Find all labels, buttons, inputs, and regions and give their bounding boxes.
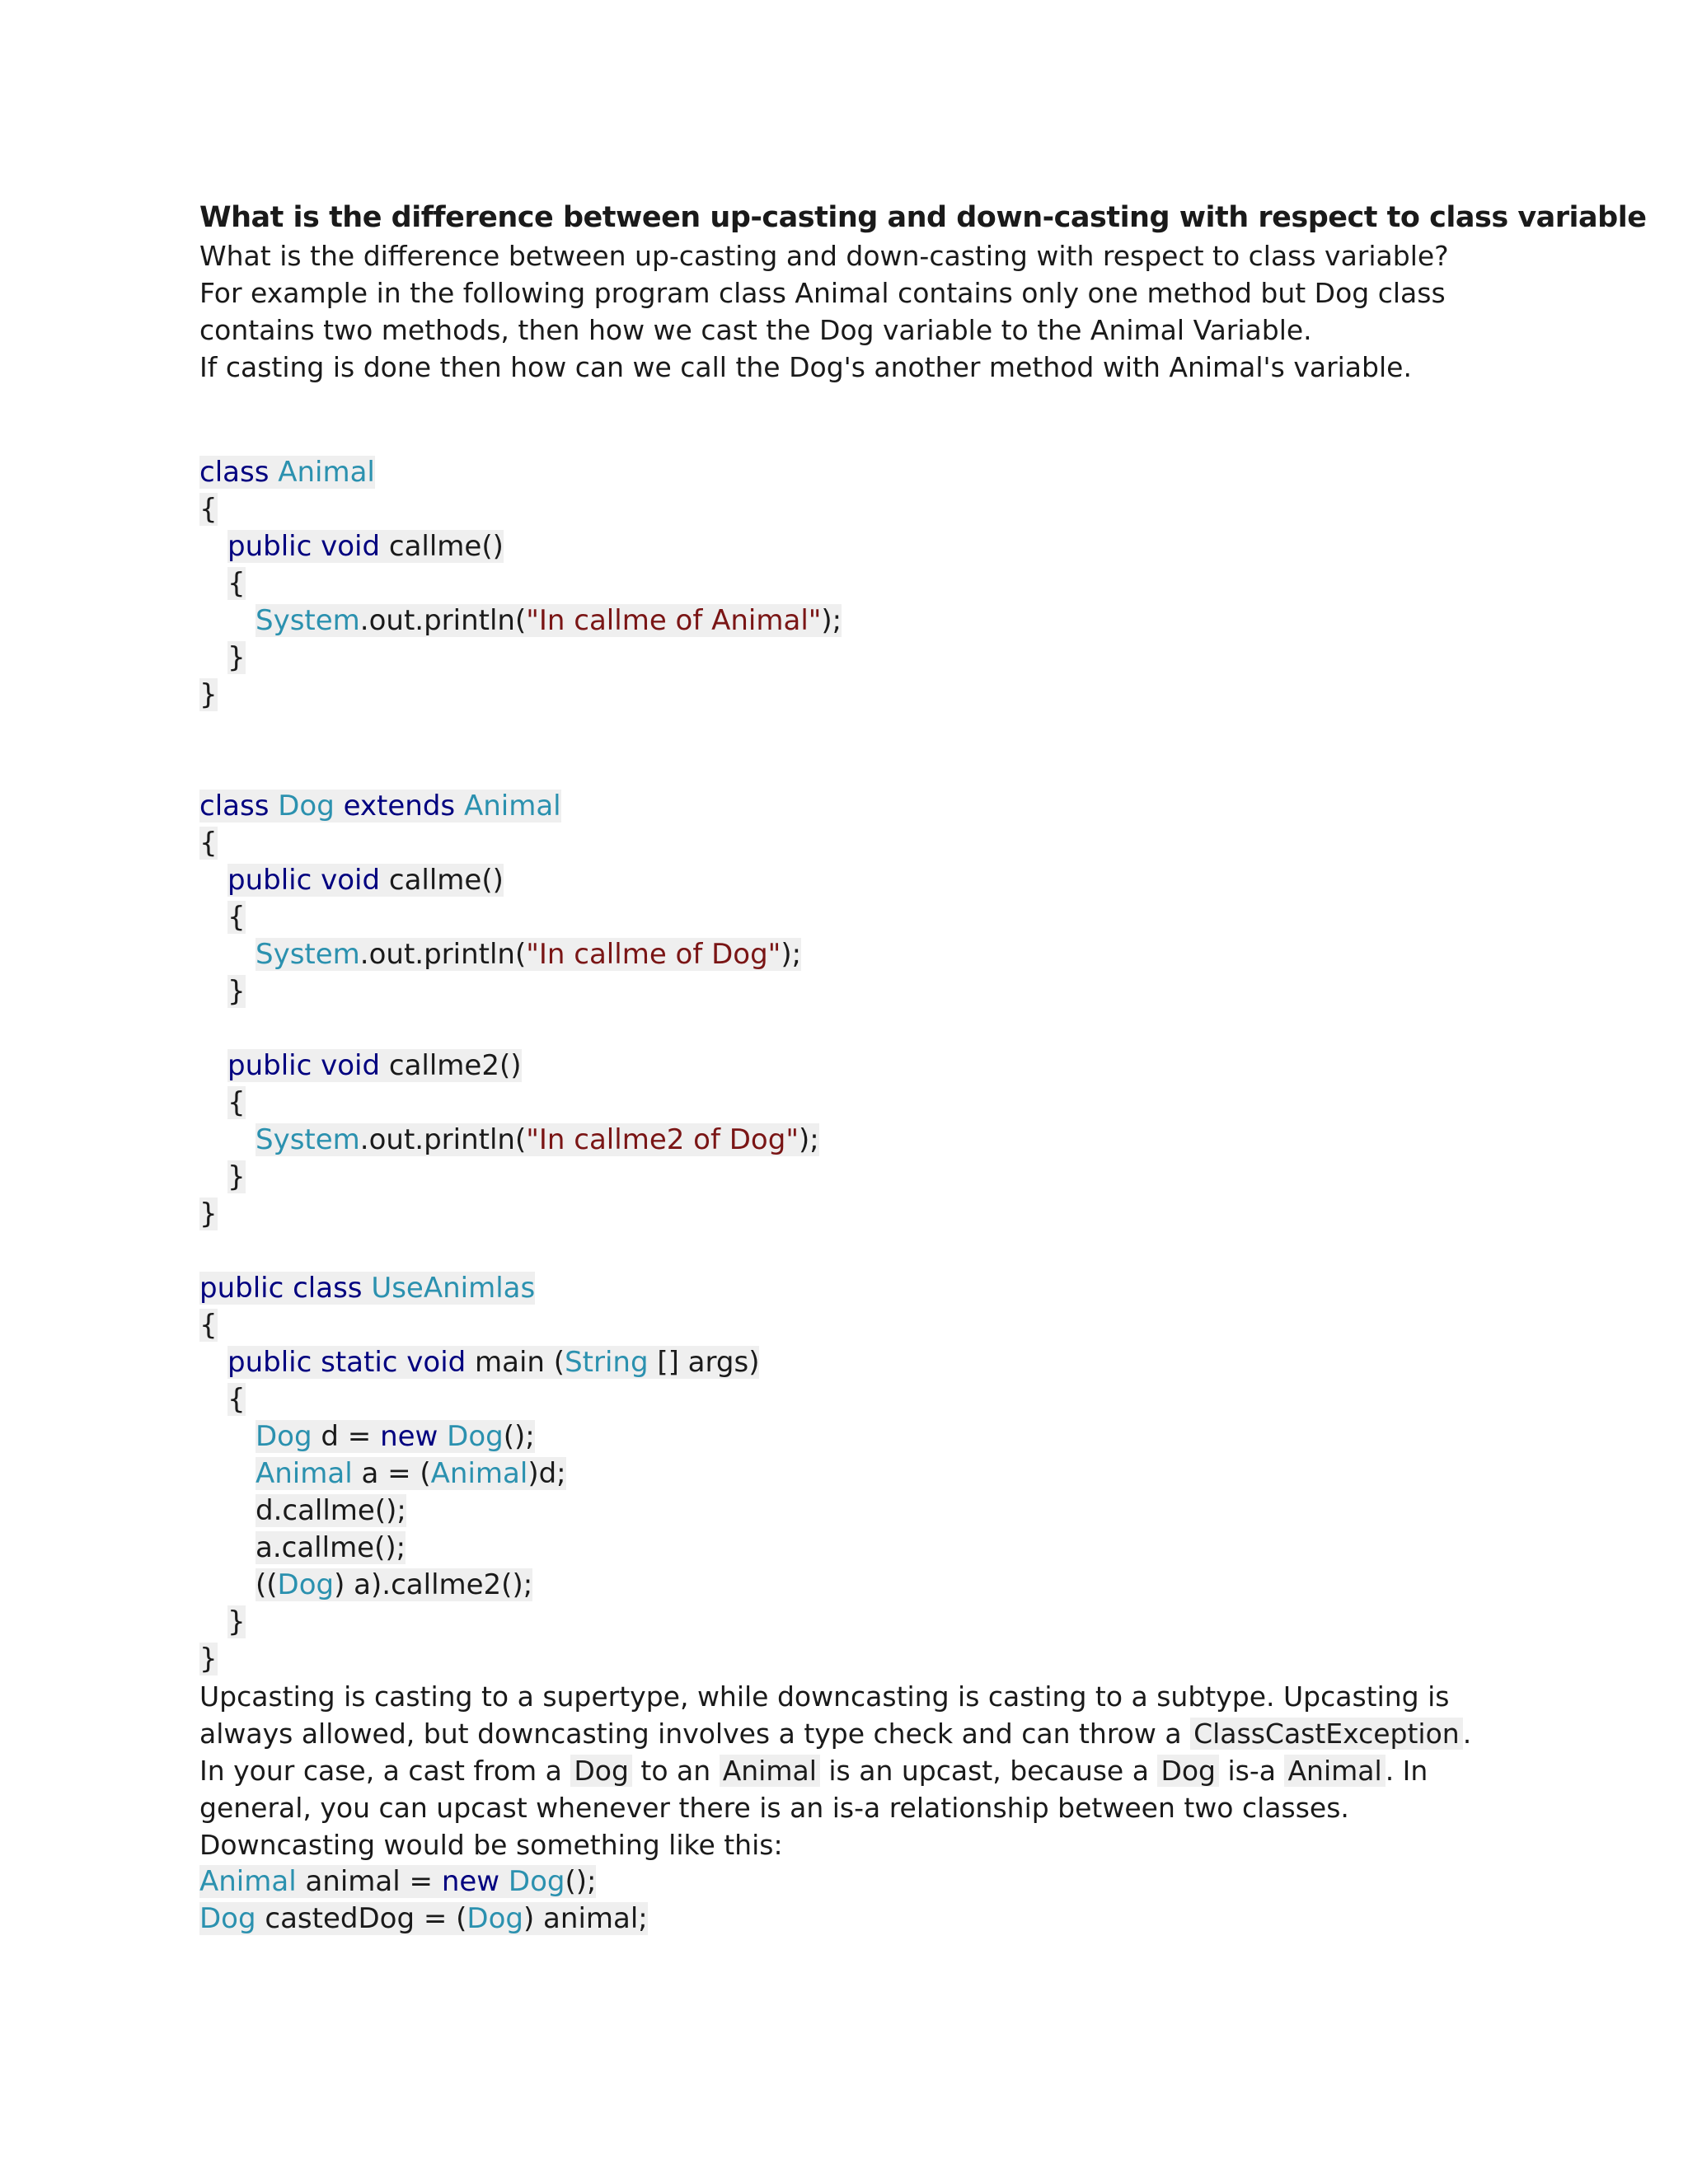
code-line: ((Dog) a).callme2(); bbox=[256, 1568, 533, 1601]
code-line: } bbox=[199, 1643, 218, 1675]
code-line: public class UseAnimlas bbox=[199, 1272, 536, 1305]
code-line: Animal a = (Animal)d; bbox=[256, 1457, 566, 1490]
code-line: public void callme() bbox=[227, 864, 504, 897]
code-line: class Animal bbox=[199, 456, 375, 489]
code-line: Dog castedDog = (Dog) animal; bbox=[199, 1902, 648, 1935]
inline-code: ClassCastException bbox=[1190, 1718, 1463, 1750]
code-line: System.out.println("In callme2 of Dog"); bbox=[256, 1123, 819, 1156]
answer-paragraph: Upcasting is casting to a supertype, while downcasting is casting to a subtype. Upcasting is always allowed, but downcasting involves a type check and can throw a ClassCastException . bbox=[199, 1680, 1472, 1750]
code-line: } bbox=[227, 1605, 246, 1638]
inline-code: Dog bbox=[570, 1755, 632, 1787]
answer-paragraph: In your case, a cast from a Dog to an Animal is an upcast, because a Dog is-a Animal . In general, you can upcast whenever there is an is-a relationship between two classes. bbox=[199, 1755, 1428, 1824]
code-line: { bbox=[227, 1383, 246, 1416]
document-page bbox=[199, 198, 1647, 1938]
code-line: } bbox=[199, 678, 218, 711]
code-line: { bbox=[227, 1086, 246, 1119]
inline-code: Dog bbox=[1157, 1755, 1219, 1787]
code-line: { bbox=[227, 901, 246, 934]
code-line: { bbox=[227, 567, 246, 600]
code-line: } bbox=[227, 1160, 246, 1193]
code-use-class bbox=[199, 1270, 1502, 1678]
question-body bbox=[199, 237, 1502, 386]
code-line: a.callme(); bbox=[256, 1531, 406, 1564]
answer-paragraph: Downcasting would be something like this: bbox=[199, 1829, 783, 1861]
code-line: public void callme() bbox=[227, 530, 504, 563]
code-animal-class bbox=[199, 454, 1502, 714]
code-line: d.callme(); bbox=[256, 1494, 406, 1527]
code-line: public void callme2() bbox=[227, 1049, 522, 1082]
code-line: } bbox=[199, 1197, 218, 1230]
answer-body bbox=[199, 1678, 1502, 1938]
code-line: Dog d = new Dog(); bbox=[256, 1420, 535, 1453]
code-line: System.out.println("In callme of Animal"); bbox=[256, 604, 842, 637]
code-line: } bbox=[227, 641, 246, 674]
code-dog-class bbox=[199, 788, 1502, 1233]
question-title: What is the difference between up-casting and down-casting with respect to class variable bbox=[199, 201, 1647, 234]
question-line: For example in the following program class Animal contains only one method but Dog class contains two methods, then how we cast the Dog variable to the Animal Variable. bbox=[199, 277, 1446, 346]
code-line: } bbox=[227, 975, 246, 1008]
question-line: What is the difference between up-casting and down-casting with respect to class variable? bbox=[199, 240, 1449, 272]
code-line: System.out.println("In callme of Dog"); bbox=[256, 938, 802, 971]
code-line: Animal animal = new Dog(); bbox=[199, 1865, 597, 1898]
inline-code: Animal bbox=[1284, 1755, 1385, 1787]
code-line-blank bbox=[199, 1010, 1502, 1047]
inline-code: Animal bbox=[720, 1755, 820, 1787]
code-line: { bbox=[199, 493, 218, 526]
question-line: If casting is done then how can we call the Dog's another method with Animal's variable. bbox=[199, 351, 1412, 383]
code-line: class Dog extends Animal bbox=[199, 790, 561, 823]
code-line: public static void main (String [] args) bbox=[227, 1346, 760, 1379]
code-line: { bbox=[199, 1309, 218, 1342]
code-line: { bbox=[199, 827, 218, 860]
